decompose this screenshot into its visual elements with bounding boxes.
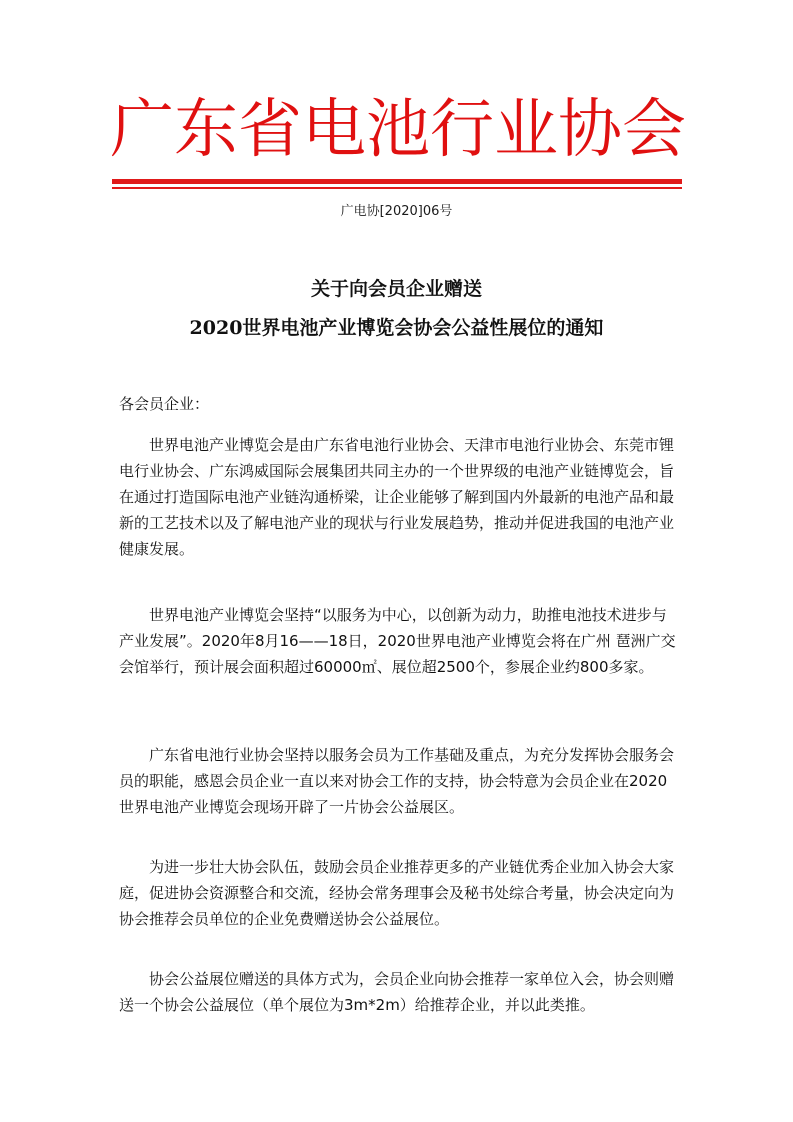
notice-title-line-2: 2020世界电池产业博览会协会公益性展位的通知	[189, 317, 604, 339]
letterhead-divider-thick	[112, 179, 682, 184]
body-paragraph-1: 世界电池产业博览会是由广东省电池行业协会、天津市电池行业协会、东莞市锂电行业协会、广东鸿威国际会展集团共同主办的一个世界级的电池产业链博览会，旨在通过打造国际电池产业链沟通桥梁，让企业能够了解到国内外最新的电池产品和最新的工艺技术以及了解电池产业的现状与行业发展趋势，推动并促进我国的电池产业健康发展。	[119, 436, 675, 558]
letterhead-organization-name: 广东省电池行业协会	[110, 93, 686, 167]
body-paragraph-3: 广东省电池行业协会坚持以服务会员为工作基础及重点，为充分发挥协会服务会员的职能，感恩会员企业一直以来对协会工作的支持，协会特意为会员企业在2020世界电池产业博览会现场开辟了一片协会公益展区。	[119, 746, 675, 816]
letterhead-divider-thin	[112, 187, 682, 189]
document-number: 广电协[2020]06号	[340, 204, 453, 219]
body-paragraph-5: 协会公益展位赠送的具体方式为，会员企业向协会推荐一家单位入会，协会则赠送一个协会公益展位（单个展位为3m*2m）给推荐企业，并以此类推。	[119, 970, 675, 1014]
salutation: 各会员企业：	[119, 395, 210, 413]
body-paragraph-2: 世界电池产业博览会坚持“以服务为中心，以创新为动力，助推电池技术进步与产业发展”。2020年8月16——18日，2020世界电池产业博览会将在广州 琶洲广交会馆举行，预计展会面积超过60000㎡、展位超2500个，参展企业约800多家。	[119, 606, 676, 676]
body-paragraph-4: 为进一步壮大协会队伍，鼓励会员企业推荐更多的产业链优秀企业加入协会大家庭，促进协会资源整合和交流，经协会常务理事会及秘书处综合考量，协会决定向为协会推荐会员单位的企业免费赠送协会公益展位。	[119, 858, 675, 928]
notice-title-line-1: 关于向会员企业赠送	[310, 278, 482, 300]
